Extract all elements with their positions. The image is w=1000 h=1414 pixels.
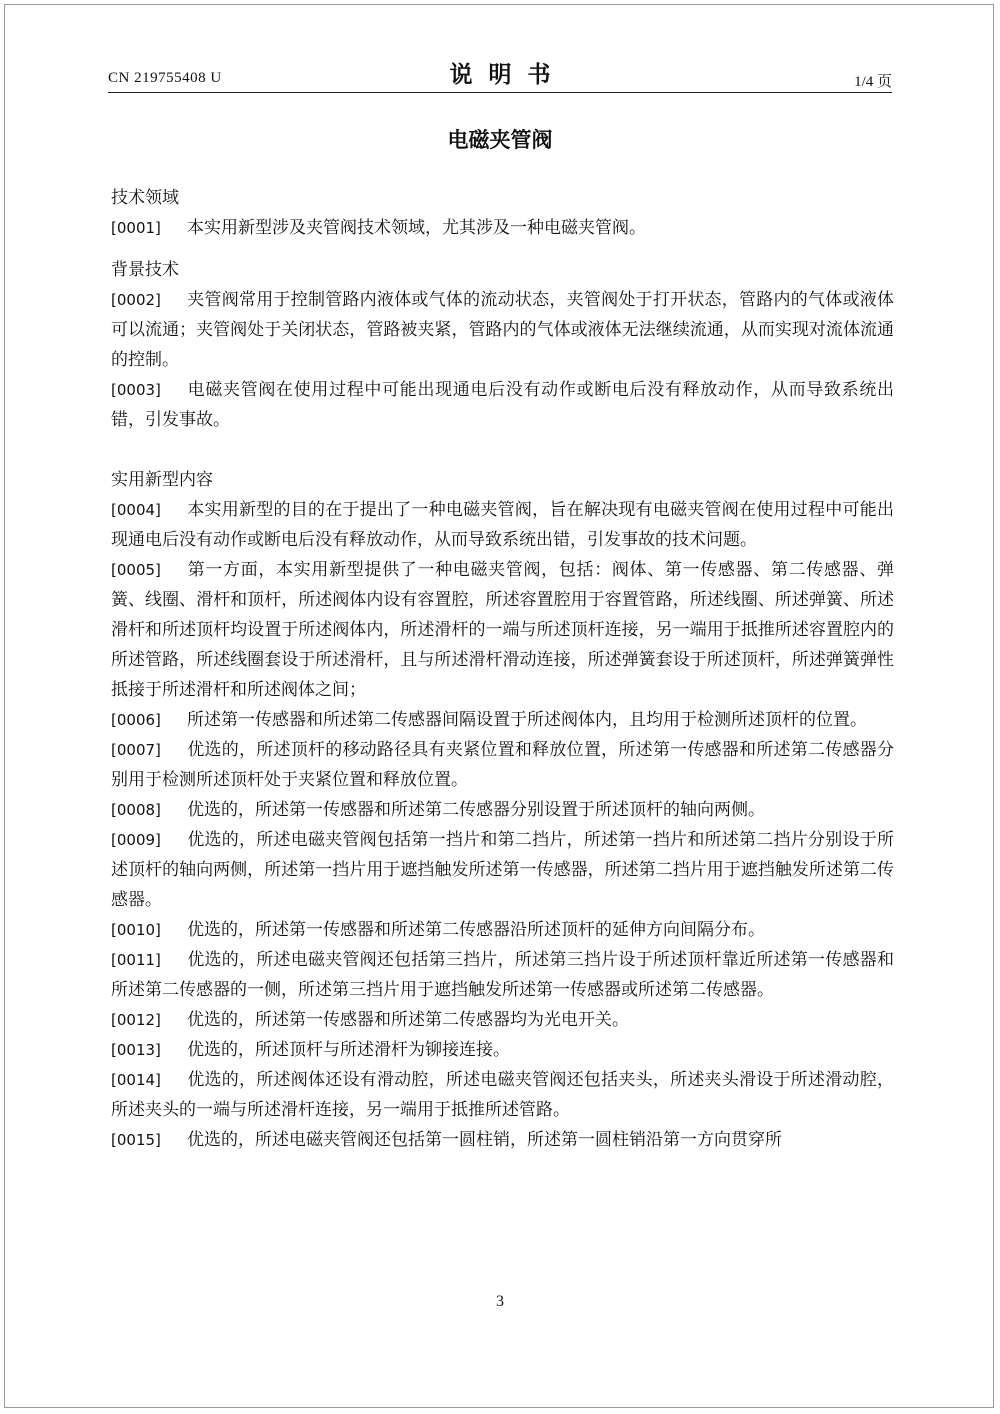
document-type: 说明书 — [449, 62, 567, 88]
paragraph — [111, 795, 894, 825]
paragraph — [111, 1065, 894, 1125]
paragraph-number: [0015] — [111, 1131, 161, 1149]
paragraph — [111, 915, 894, 945]
paragraph — [111, 705, 894, 735]
paragraph-number: [0004] — [111, 501, 161, 519]
page-header — [108, 52, 892, 96]
section-heading-summary: 实用新型内容 — [111, 470, 213, 490]
paragraph-number: [0003] — [111, 381, 161, 399]
paragraph — [111, 825, 894, 915]
paragraph-text: 本实用新型的目的在于提出了一种电磁夹管阀，旨在解决现有电磁夹管阀在使用过程中可能出现通电后没有动作或断电后没有释放动作，从而导致系统出错，引发事故的技术问题。 — [111, 500, 894, 550]
publication-number: CN 219755408 U — [108, 70, 222, 86]
paragraph-text: 第一方面，本实用新型提供了一种电磁夹管阀，包括：阀体、第一传感器、第二传感器、弹簧、线圈、滑杆和顶杆，所述阀体内设有容置腔，所述容置腔用于容置管路，所述线圈、所述弹簧、所述滑杆和所述顶杆均设置于所述阀体内，所述滑杆的一端与所述顶杆连接，另一端用于抵推所述容置腔内的所述管路，所述线圈套设于所述滑杆，且与所述滑杆滑动连接，所述弹簧套设于所述顶杆，所述弹簧弹性抵接于所述滑杆和所述阀体之间； — [111, 560, 894, 700]
paragraph — [111, 1005, 894, 1035]
paragraph-number: [0010] — [111, 921, 161, 939]
paragraph-number: [0007] — [111, 741, 161, 759]
document-title: 电磁夹管阀 — [447, 128, 553, 152]
paragraph-text: 夹管阀常用于控制管路内液体或气体的流动状态，夹管阀处于打开状态，管路内的气体或液体可以流通；夹管阀处于关闭状态，管路被夹紧，管路内的气体或液体无法继续流通，从而实现对流体流通的控制。 — [111, 290, 894, 370]
paragraph-number: [0001] — [111, 219, 161, 237]
paragraph-text: 优选的，所述电磁夹管阀还包括第一圆柱销，所述第一圆柱销沿第一方向贯穿所 — [187, 1130, 782, 1150]
paragraph-number: [0014] — [111, 1071, 161, 1089]
page-indicator: 1/4 页 — [854, 74, 892, 90]
paragraph-text: 优选的，所述顶杆与所述滑杆为铆接连接。 — [187, 1040, 510, 1060]
header-rule — [108, 92, 892, 93]
paragraph-number: [0013] — [111, 1041, 161, 1059]
paragraph-text: 本实用新型涉及夹管阀技术领域，尤其涉及一种电磁夹管阀。 — [187, 218, 646, 238]
paragraph-text: 优选的，所述第一传感器和所述第二传感器分别设置于所述顶杆的轴向两侧。 — [187, 800, 765, 820]
paragraph — [111, 375, 894, 435]
document-body — [111, 183, 894, 1155]
paragraph-number: [0006] — [111, 711, 161, 729]
paragraph-text: 优选的，所述顶杆的移动路径具有夹紧位置和释放位置，所述第一传感器和所述第二传感器分别用于检测所述顶杆处于夹紧位置和释放位置。 — [111, 740, 894, 790]
paragraph-text: 电磁夹管阀在使用过程中可能出现通电后没有动作或断电后没有释放动作，从而导致系统出错，引发事故。 — [111, 380, 894, 430]
paragraph-text: 优选的，所述第一传感器和所述第二传感器沿所述顶杆的延伸方向间隔分布。 — [187, 920, 765, 940]
paragraph — [111, 945, 894, 1005]
paragraph — [111, 213, 894, 243]
paragraph — [111, 1125, 894, 1155]
paragraph-number: [0009] — [111, 831, 161, 849]
footer-page-number: 3 — [496, 1293, 504, 1310]
paragraph — [111, 495, 894, 555]
paragraph-text: 优选的，所述电磁夹管阀还包括第三挡片，所述第三挡片设于所述顶杆靠近所述第一传感器和所述第二传感器的一侧，所述第三挡片用于遮挡触发所述第一传感器或所述第二传感器。 — [111, 950, 894, 1000]
paragraph — [111, 555, 894, 705]
paragraph-text: 所述第一传感器和所述第二传感器间隔设置于所述阀体内，且均用于检测所述顶杆的位置。 — [187, 710, 867, 730]
section-heading-background: 背景技术 — [111, 260, 179, 280]
paragraph-number: [0008] — [111, 801, 161, 819]
paragraph-text: 优选的，所述阀体还设有滑动腔，所述电磁夹管阀还包括夹头，所述夹头滑设于所述滑动腔，所述夹头的一端与所述滑杆连接，另一端用于抵推所述管路。 — [111, 1070, 894, 1120]
paragraph — [111, 1035, 894, 1065]
paragraph-text: 优选的，所述电磁夹管阀包括第一挡片和第二挡片，所述第一挡片和所述第二挡片分别设于所述顶杆的轴向两侧，所述第一挡片用于遮挡触发所述第一传感器，所述第二挡片用于遮挡触发所述第二传感器。 — [111, 830, 894, 910]
paragraph-number: [0002] — [111, 291, 161, 309]
paragraph-number: [0005] — [111, 561, 161, 579]
paragraph — [111, 285, 894, 375]
section-heading-technical-field: 技术领域 — [111, 188, 179, 208]
paragraph-text: 优选的，所述第一传感器和所述第二传感器均为光电开关。 — [187, 1010, 629, 1030]
paragraph — [111, 735, 894, 795]
paragraph-number: [0011] — [111, 951, 161, 969]
paragraph-number: [0012] — [111, 1011, 161, 1029]
